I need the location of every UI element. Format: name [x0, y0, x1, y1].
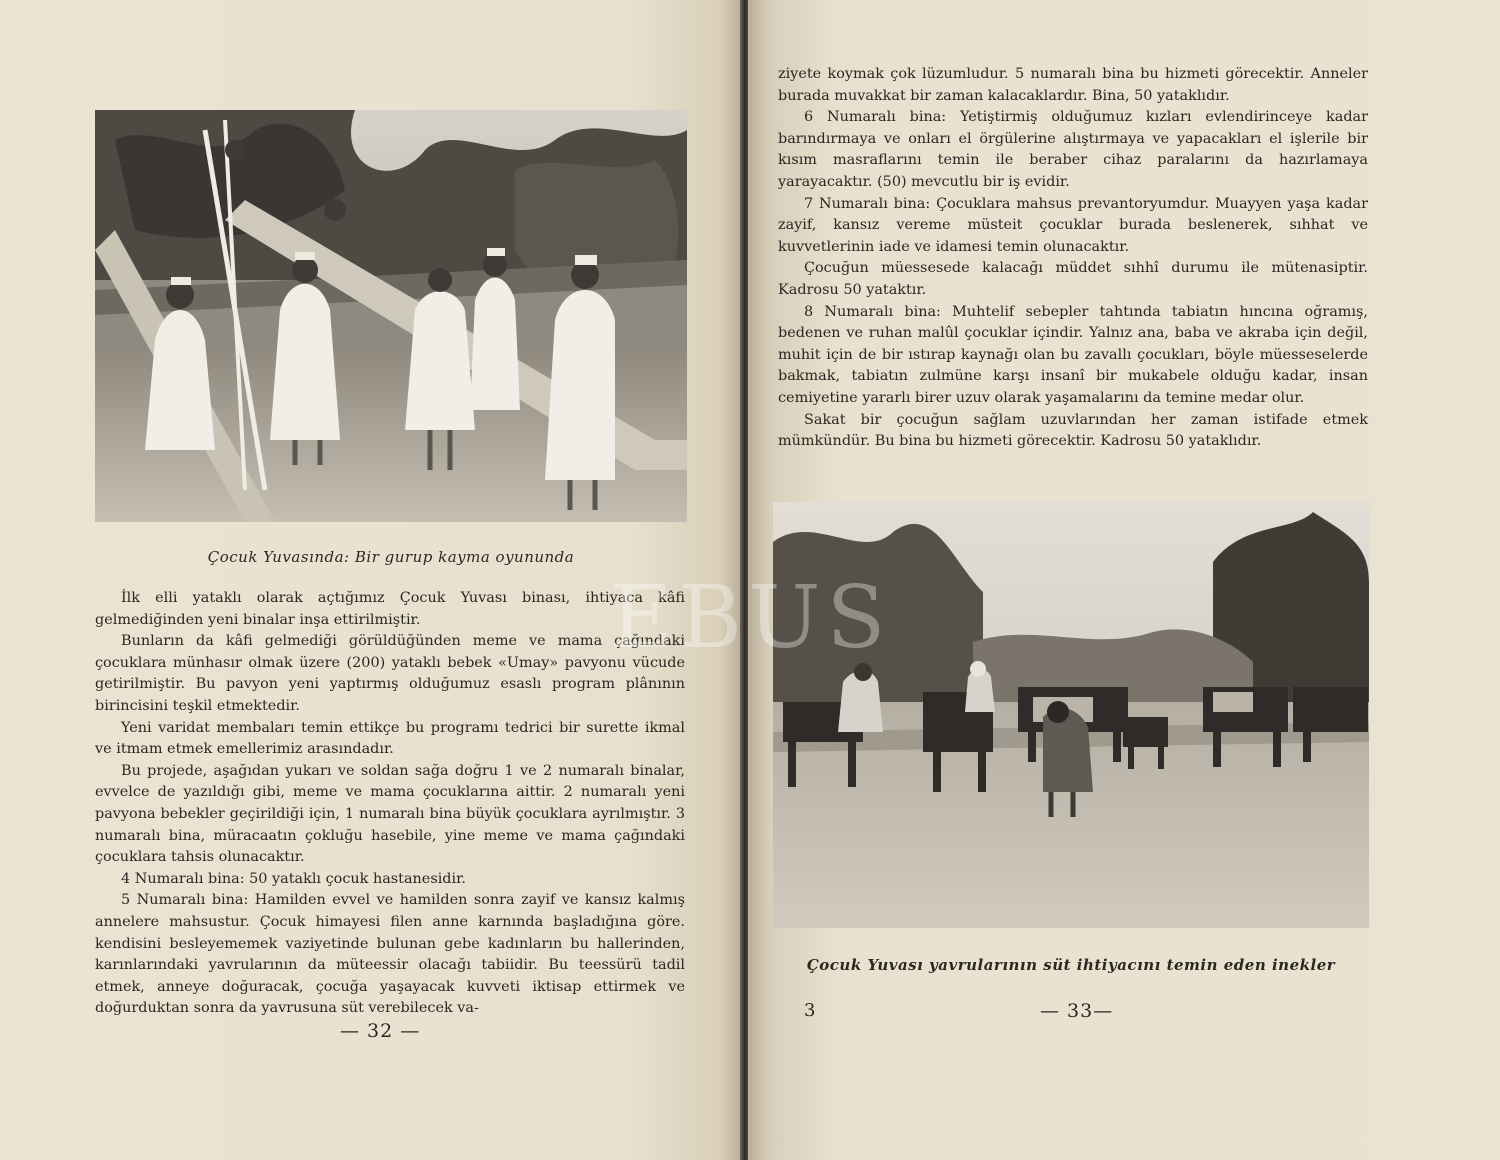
page-number-right: — 33— [1040, 1000, 1114, 1022]
photo-caption: Çocuk Yuvasında: Bir gurup kayma oyununda [207, 548, 575, 566]
paragraph: 8 Numaralı bina: Muhtelif sebepler tahtında tabiatın hıncına oğramış, bedenen ve ruhan malûl çocuklar içindir. Yalnız ana, baba ve akraba için değil, muhit için de bir ıstırap kaynağı olan bu zavallı çocukları, böyle müesseselerde bakmak, tabiatın zulmüne karşı insanî bir mukabele olduğu kadar, insan cemiyetine yararlı birer uzuv olarak yaşamalarını da temine medar olur. [778, 303, 1368, 406]
cows-photo [773, 502, 1369, 928]
children-playground-icon [95, 110, 687, 522]
paragraph: Sakat bir çocuğun sağlam uzuvlarından her zaman istifade etmek mümkündür. Bu bina bu hizmeti görecektir. Kadrosu 50 yataklıdır. [778, 411, 1368, 450]
right-body-text [778, 64, 1368, 453]
playground-photo [95, 110, 687, 522]
left-body-text [95, 588, 685, 1020]
left-page [0, 0, 742, 1160]
right-page [748, 0, 1500, 1160]
paragraph: Yeni varidat membaları temin ettikçe bu programı tedrici bir surette ikmal ve itmam etmek emellerimiz arasındadır. [95, 719, 685, 758]
paragraph: İlk elli yataklı olarak açtığımız Çocuk Yuvası binası, ihtiyaca kâfi gelmediğinden yeni binalar inşa ettirilmiştir. [95, 590, 685, 628]
paragraph: 4 Numaralı bina: 50 yataklı çocuk hastanesidir. [121, 870, 466, 887]
paragraph: Bu projede, aşağıdan yukarı ve soldan sağa doğru 1 ve 2 numaralı binalar, evvelce de yazıldığı gibi, meme ve mama çocuklarına aittir. 2 numaralı yeni pavyona bebekler geçirildiği için, 1 numaralı bina büyük çocuklara ayrılmıştır. 3 numaralı bina, müracaatın çokluğu hasebile, yine meme ve mama çağındaki çocuklara tahsis olunacaktır. [95, 762, 685, 866]
page-number-left: — 32 — [340, 1020, 421, 1042]
paragraph: 6 Numaralı bina: Yetiştirmiş olduğumuz kızları evlendirinceye kadar barındırmaya ve onları el örgülerine alıştırmaya ve yapacakları el işlerile bir kısım masraflarını temin ile beraber cihaz paralarını da hazırlamaya yarayacaktır. (50) mevcutlu bir iş evidir. [778, 109, 1368, 190]
paragraph: 7 Numaralı bina: Çocuklara mahsus prevantoryumdur. Muayyen yaşa kadar zayif, kansız vereme müsteit çocuklar burada beslenerek, sıhhat ve kuvvetlerinin iade ve idamesi temin olunacaktır. [778, 195, 1368, 255]
signature-mark: 3 [804, 1000, 816, 1021]
paragraph: Bunların da kâfi gelmediği görüldüğünden meme ve mama çağındaki çocuklara münhasır olmak üzere (200) yataklı bebek «Umay» pavyonu vücude getirilmiştir. Bu pavyon yeni yaptırmış olduğumuz esaslı program plânının birincisini teşkil etmektedir. [95, 633, 685, 714]
cows-icon [773, 502, 1369, 928]
paragraph: 5 Numaralı bina: Hamilden evvel ve hamilden sonra zayif ve kansız kalmış annelere mahsustur. Çocuk himayesi filen anne karnında başladığına göre. kendisini besleyememek vaziyetinde bulunan gebe kadınların bu hallerinden, karınlarındaki yavrularının da müteessir olacağı tabiidir. Bu teessürü tadil etmek, anneye doğuracak, çocuğa yaşayacak kuvveti iktisap ettirmek ve doğurduktan sonra da yavrusuna süt verebilecek va- [95, 892, 685, 1017]
paragraph: ziyete koymak çok lüzumludur. 5 numaralı bina bu hizmeti görecektir. Anneler burada muvakkat bir zaman kalacaklardır. Bina, 50 yataklıdır. [778, 66, 1368, 104]
photo-caption: Çocuk Yuvası yavrularının süt ihtiyacını temin eden inekler [806, 956, 1336, 974]
watermark-text: EBUS [610, 568, 892, 668]
paragraph: Çocuğun müessesede kalacağı müddet sıhhî durumu ile mütenasiptir. Kadrosu 50 yataktır. [778, 260, 1368, 298]
